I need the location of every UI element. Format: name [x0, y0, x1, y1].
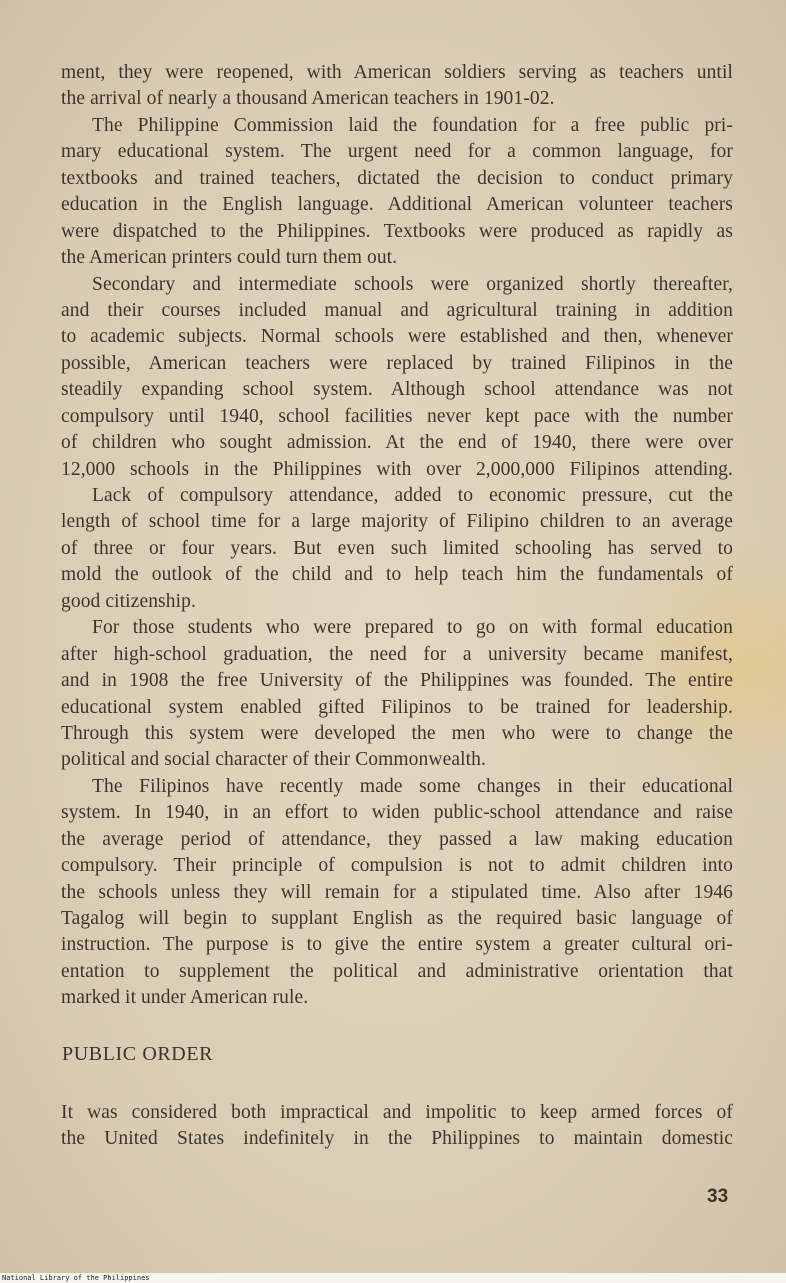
text-line: entation to supplement the political and administrative orientation that: [61, 960, 733, 982]
text-line: good citizenship.: [61, 590, 196, 612]
text-line: education in the English language. Additional American volunteer teachers: [61, 194, 733, 216]
text-line: instruction. The purpose is to give the entire system a greater cultural ori-: [61, 934, 733, 956]
text-line: The Filipinos have recently made some changes in their educational: [92, 775, 733, 797]
text-line: mold the outlook of the child and to help teach him the fundamentals of: [61, 564, 733, 586]
text-line: length of school time for a large majority of Filipino children to an average: [61, 511, 733, 533]
text-line: the arrival of nearly a thousand American teachers in 1901-02.: [61, 88, 555, 110]
body-text: [61, 60, 733, 1012]
text-line: possible, American teachers were replaced by trained Filipinos in the: [61, 352, 733, 374]
text-line: after high-school graduation, the need for a university became manifest,: [61, 643, 733, 665]
text-line: system. In 1940, in an effort to widen public-school attendance and raise: [61, 802, 733, 824]
text-line: to academic subjects. Normal schools were established and then, whenever: [61, 326, 733, 348]
text-line: It was considered both impractical and impolitic to keep armed forces of: [61, 1102, 733, 1123]
text-line: and their courses included manual and agricultural training in addition: [61, 299, 733, 321]
text-line: the schools unless they will remain for a stipulated time. Also after 1946: [61, 881, 733, 903]
text-line: Secondary and intermediate schools were organized shortly thereafter,: [92, 273, 733, 295]
text-line: Through this system were developed the men who were to change the: [61, 722, 733, 744]
text-line: and in 1908 the free University of the Philippines was founded. The entire: [61, 670, 733, 692]
text-line: of three or four years. But even such limited schooling has served to: [61, 537, 733, 559]
text-line: For those students who were prepared to go on with formal education: [92, 617, 733, 639]
text-line: the American printers could turn them out.: [61, 247, 398, 269]
text-line: Lack of compulsory attendance, added to economic pressure, cut the: [92, 485, 733, 506]
text-line: marked it under American rule.: [61, 987, 309, 1009]
text-line: textbooks and trained teachers, dictated the decision to conduct primary: [61, 167, 733, 189]
text-line: compulsory until 1940, school facilities never kept pace with the number: [61, 405, 733, 427]
page-number: 33: [707, 1186, 729, 1207]
text-line: the average period of attendance, they passed a law making education: [61, 828, 733, 850]
text-line: educational system enabled gifted Filipinos to be trained for leadership.: [61, 696, 733, 718]
text-line: Tagalog will begin to supplant English as the required basic language of: [61, 908, 733, 929]
text-line: steadily expanding school system. Although school attendance was not: [61, 379, 733, 401]
section-text: [61, 1100, 733, 1153]
text-line: were dispatched to the Philippines. Textbooks were produced as rapidly as: [61, 220, 733, 242]
section-heading: PUBLIC ORDER: [62, 1043, 214, 1065]
text-line: the United States indefinitely in the Philippines to maintain domestic: [61, 1128, 733, 1150]
text-line: ment, they were reopened, with American soldiers serving as teachers until: [61, 62, 733, 83]
text-line: The Philippine Commission laid the foundation for a free public pri-: [92, 114, 733, 136]
text-line: mary educational system. The urgent need for a common language, for: [61, 141, 733, 163]
text-line: 12,000 schools in the Philippines with over 2,000,000 Filipinos attending.: [61, 458, 733, 480]
text-line: compulsory. Their principle of compulsion is not to admit children into: [61, 855, 733, 877]
text-line: political and social character of their Commonwealth.: [61, 749, 486, 771]
text-line: of children who sought admission. At the end of 1940, there were over: [61, 432, 733, 454]
footer-credit: National Library of the Philippines: [2, 1274, 150, 1282]
